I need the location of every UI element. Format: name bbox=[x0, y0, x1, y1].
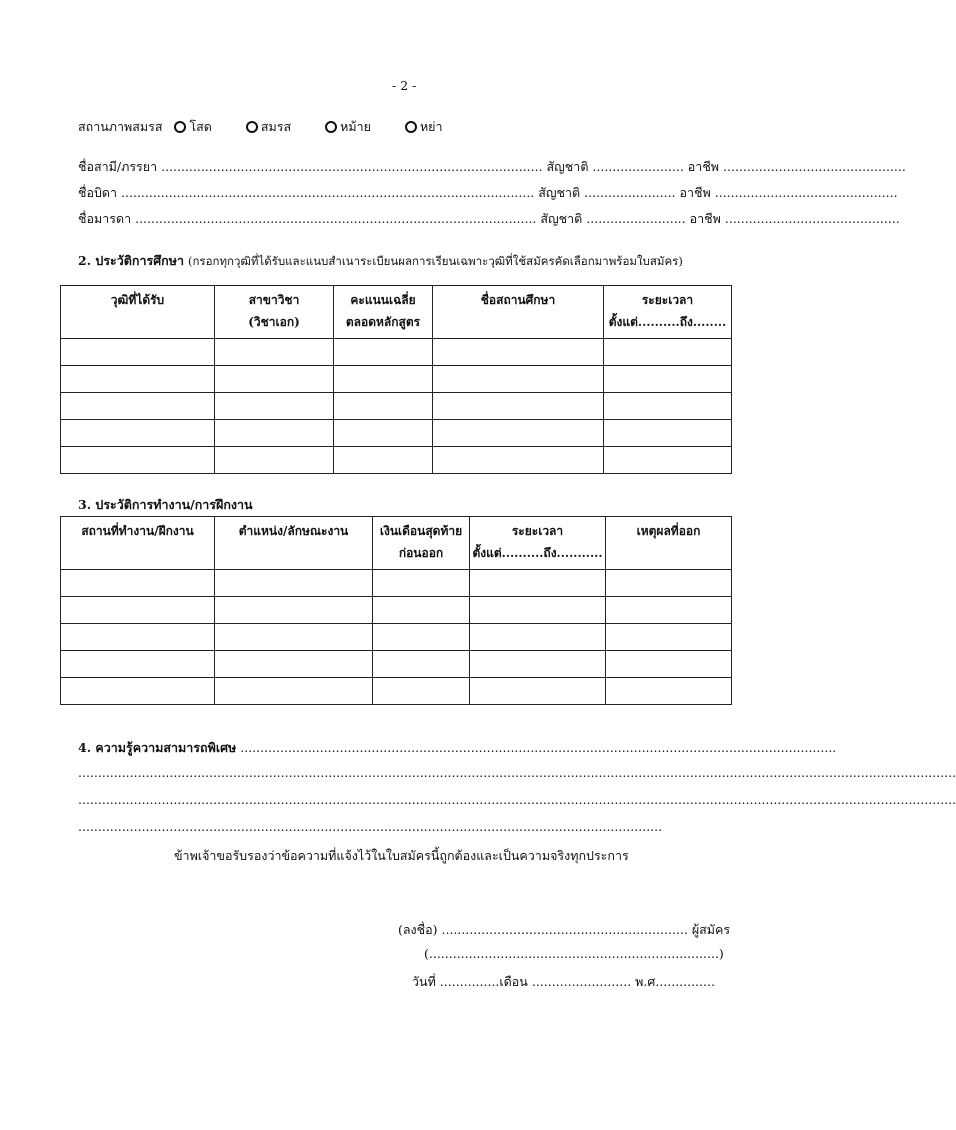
option-married[interactable]: สมรส bbox=[246, 117, 291, 137]
day-label: วันที่ bbox=[412, 974, 436, 989]
table-cell[interactable] bbox=[470, 678, 606, 705]
education-heading bbox=[78, 251, 683, 271]
table-cell[interactable] bbox=[604, 339, 732, 366]
nationality-label: สัญชาติ bbox=[538, 185, 581, 200]
table-row bbox=[61, 678, 732, 705]
mother-name-field[interactable]: ..................................................................................................... bbox=[135, 211, 537, 226]
printed-name-field[interactable]: (.........................................................................) bbox=[424, 946, 724, 961]
certification-statement: ข้าพเจ้าขอรับรองว่าข้อความที่แจ้งไว้ในใบสมัครนี้ถูกต้องและเป็นความจริงทุกประการ bbox=[174, 848, 629, 863]
option-single[interactable]: โสด bbox=[174, 117, 211, 137]
table-cell[interactable] bbox=[604, 366, 732, 393]
skills-row bbox=[78, 738, 836, 758]
table-cell[interactable] bbox=[433, 447, 604, 474]
skills-field-line-3[interactable]: ............................................................................................................................................................................................................................. bbox=[78, 792, 956, 807]
table-cell[interactable] bbox=[373, 624, 470, 651]
table-cell[interactable] bbox=[373, 678, 470, 705]
radio-circle-icon[interactable] bbox=[325, 121, 337, 133]
col-major: สาขาวิชา (วิชาเอก) bbox=[215, 286, 334, 339]
signature-row bbox=[398, 920, 730, 940]
table-cell[interactable] bbox=[215, 339, 334, 366]
table-cell[interactable] bbox=[215, 651, 373, 678]
month-field[interactable]: ......................... bbox=[531, 974, 632, 989]
option-divorced[interactable]: หย่า bbox=[405, 117, 443, 137]
signature-label: (ลงชื่อ) bbox=[398, 922, 438, 937]
table-cell[interactable] bbox=[606, 678, 732, 705]
occupation-label: อาชีพ bbox=[679, 185, 711, 200]
work-table bbox=[60, 516, 732, 705]
table-cell[interactable] bbox=[470, 651, 606, 678]
col-position: ตำแหน่ง/ลักษณะงาน bbox=[215, 517, 373, 570]
table-cell[interactable] bbox=[61, 678, 215, 705]
table-cell[interactable] bbox=[433, 339, 604, 366]
table-cell[interactable] bbox=[470, 597, 606, 624]
table-cell[interactable] bbox=[606, 651, 732, 678]
date-row bbox=[412, 972, 715, 992]
table-cell[interactable] bbox=[61, 366, 215, 393]
table-row bbox=[61, 393, 732, 420]
table-cell[interactable] bbox=[606, 597, 732, 624]
table-cell[interactable] bbox=[215, 447, 334, 474]
table-cell[interactable] bbox=[61, 651, 215, 678]
table-cell[interactable] bbox=[334, 393, 433, 420]
col-last-salary: เงินเดือนสุดท้าย ก่อนออก bbox=[373, 517, 470, 570]
table-cell[interactable] bbox=[433, 393, 604, 420]
table-row bbox=[61, 420, 732, 447]
table-row bbox=[61, 366, 732, 393]
table-cell[interactable] bbox=[373, 597, 470, 624]
table-row bbox=[61, 651, 732, 678]
work-title: 3. ประวัติการทำงาน/การฝึกงาน bbox=[78, 497, 253, 512]
spouse-row bbox=[78, 157, 906, 177]
table-cell[interactable] bbox=[61, 339, 215, 366]
mother-occupation-field[interactable]: ............................................ bbox=[724, 211, 900, 226]
skills-field-line-4[interactable]: ................................................................................................................................................... bbox=[78, 819, 663, 834]
page-number: - 2 - bbox=[392, 78, 417, 93]
table-cell[interactable] bbox=[334, 366, 433, 393]
father-row bbox=[78, 183, 898, 203]
father-label: ชื่อบิดา bbox=[78, 185, 118, 200]
table-cell[interactable] bbox=[61, 420, 215, 447]
table-cell[interactable] bbox=[215, 420, 334, 447]
education-note: (กรอกทุกวุฒิที่ได้รับและแนบสำเนาระเบียนผลการเรียนเฉพาะวุฒิที่ใช้สมัครคัดเลือกมาพร้อมใบสมัคร) bbox=[187, 254, 683, 268]
table-cell[interactable] bbox=[604, 393, 732, 420]
table-row bbox=[61, 447, 732, 474]
col-reason-leaving: เหตุผลที่ออก bbox=[606, 517, 732, 570]
col-work-period: ระยะเวลา ตั้งแต่..........ถึง........... bbox=[470, 517, 606, 570]
day-field[interactable]: ............... bbox=[439, 974, 500, 989]
mother-nationality-field[interactable]: ......................... bbox=[586, 211, 686, 226]
radio-circle-icon[interactable] bbox=[246, 121, 258, 133]
table-cell[interactable] bbox=[61, 624, 215, 651]
table-cell[interactable] bbox=[61, 597, 215, 624]
table-cell[interactable] bbox=[433, 420, 604, 447]
table-cell[interactable] bbox=[334, 339, 433, 366]
radio-circle-icon[interactable] bbox=[174, 121, 186, 133]
table-row bbox=[61, 570, 732, 597]
table-cell[interactable] bbox=[604, 420, 732, 447]
spouse-name-field[interactable]: ................................................................................................ bbox=[161, 159, 543, 174]
table-cell[interactable] bbox=[433, 366, 604, 393]
table-cell[interactable] bbox=[470, 624, 606, 651]
education-title: 2. ประวัติการศึกษา bbox=[78, 253, 184, 268]
education-table bbox=[60, 285, 732, 474]
occupation-label: อาชีพ bbox=[687, 159, 720, 174]
marital-status-row bbox=[78, 117, 443, 137]
table-row bbox=[61, 597, 732, 624]
nationality-label: สัญชาติ bbox=[540, 211, 583, 226]
year-label: พ.ศ. bbox=[635, 974, 660, 989]
occupation-label: อาชีพ bbox=[689, 211, 721, 226]
table-cell[interactable] bbox=[215, 366, 334, 393]
table-row bbox=[61, 624, 732, 651]
month-label: เดือน bbox=[499, 974, 528, 989]
spouse-nationality-field[interactable]: ....................... bbox=[592, 159, 684, 174]
education-header-row bbox=[61, 286, 732, 339]
nationality-label: สัญชาติ bbox=[546, 159, 589, 174]
skills-title: 4. ความรู้ความสามารถพิเศษ bbox=[78, 740, 237, 755]
signature-field[interactable]: .............................................................. bbox=[441, 922, 688, 937]
spouse-occupation-field[interactable]: .............................................. bbox=[723, 159, 906, 174]
table-cell[interactable] bbox=[606, 624, 732, 651]
table-cell[interactable] bbox=[334, 447, 433, 474]
table-cell[interactable] bbox=[604, 447, 732, 474]
table-cell[interactable] bbox=[373, 651, 470, 678]
col-gpa: คะแนนเฉลี่ย ตลอดหลักสูตร bbox=[334, 286, 433, 339]
father-name-field[interactable]: ........................................................................................................ bbox=[121, 185, 535, 200]
father-occupation-field[interactable]: .............................................. bbox=[714, 185, 898, 200]
mother-label: ชื่อมารดา bbox=[78, 211, 132, 226]
table-cell[interactable] bbox=[470, 570, 606, 597]
table-cell[interactable] bbox=[215, 597, 373, 624]
skills-field-line-2[interactable]: ............................................................................................................................................................................................................................. bbox=[78, 765, 956, 780]
skills-field-line-1[interactable]: ...................................................................................................................................................... bbox=[240, 740, 837, 755]
option-widowed[interactable]: หม้าย bbox=[325, 117, 371, 137]
year-field[interactable]: .............. bbox=[659, 974, 715, 989]
applicant-label: ผู้สมัคร bbox=[691, 922, 731, 937]
mother-row bbox=[78, 209, 900, 229]
father-nationality-field[interactable]: ....................... bbox=[584, 185, 676, 200]
table-cell[interactable] bbox=[61, 570, 215, 597]
table-cell[interactable] bbox=[373, 570, 470, 597]
table-cell[interactable] bbox=[334, 420, 433, 447]
table-row bbox=[61, 339, 732, 366]
marital-status-label: สถานภาพสมรส bbox=[78, 119, 163, 134]
col-degree: วุฒิที่ได้รับ bbox=[61, 286, 215, 339]
table-cell[interactable] bbox=[215, 393, 334, 420]
col-period: ระยะเวลา ตั้งแต่..........ถึง........ bbox=[604, 286, 732, 339]
radio-circle-icon[interactable] bbox=[405, 121, 417, 133]
table-cell[interactable] bbox=[215, 624, 373, 651]
table-cell[interactable] bbox=[61, 393, 215, 420]
spouse-label: ชื่อสามี/ภรรยา bbox=[78, 159, 158, 174]
col-institution: ชื่อสถานศึกษา bbox=[433, 286, 604, 339]
table-cell[interactable] bbox=[606, 570, 732, 597]
table-cell[interactable] bbox=[215, 570, 373, 597]
table-cell[interactable] bbox=[215, 678, 373, 705]
work-header-row bbox=[61, 517, 732, 570]
table-cell[interactable] bbox=[61, 447, 215, 474]
col-workplace: สถานที่ทำงาน/ฝึกงาน bbox=[61, 517, 215, 570]
